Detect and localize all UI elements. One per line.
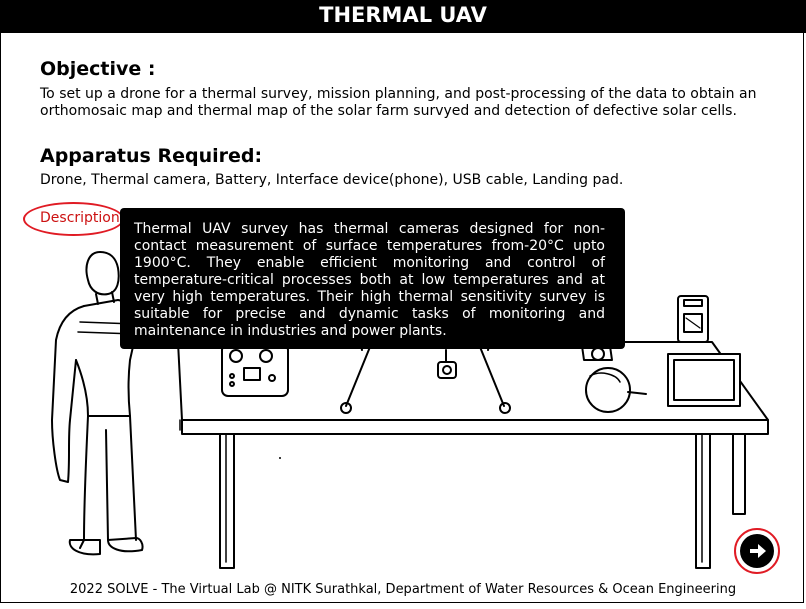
tooltip-line-7: maintenance in industries and power plants. bbox=[134, 323, 447, 339]
next-button[interactable] bbox=[734, 528, 780, 574]
tooltip-line-4: temperature-critical processes both at low temperatures and at bbox=[134, 272, 605, 288]
tooltip-line-5: very high temperatures. Their high thermal sensitivity survey is bbox=[134, 289, 605, 305]
arrow-right-icon bbox=[740, 534, 774, 568]
tooltip-line-6: suitable for precise and dynamic tasks of monitoring and bbox=[134, 306, 605, 322]
description-link[interactable]: Description bbox=[40, 210, 120, 226]
apparatus-text: Drone, Thermal camera, Battery, Interface device(phone), USB cable, Landing pad. bbox=[40, 172, 624, 188]
objective-text bbox=[40, 86, 770, 120]
footer-credits: 2022 SOLVE - The Virtual Lab @ NITK Surathkal, Department of Water Resources & Ocean Engineering bbox=[69, 582, 737, 597]
description-tooltip bbox=[120, 208, 625, 349]
objective-line-2: orthomosaic map and thermal map of the solar farm survyed and detection of defective solar cells. bbox=[40, 103, 737, 119]
apparatus-heading: Apparatus Required: bbox=[40, 145, 263, 167]
objective-line-1: To set up a drone for a thermal survey, mission planning, and post-processing of the data to obtain an bbox=[40, 86, 757, 102]
tooltip-line-2: contact measurement of surface temperatures from-20°C upto bbox=[134, 238, 605, 254]
tooltip-line-3: 1900°C. They enable efficient monitoring and control of bbox=[134, 255, 605, 271]
page-title: THERMAL UAV bbox=[0, 0, 806, 33]
objective-heading: Objective : bbox=[40, 58, 156, 80]
tooltip-line-1: Thermal UAV survey has thermal cameras designed for non- bbox=[134, 221, 605, 237]
